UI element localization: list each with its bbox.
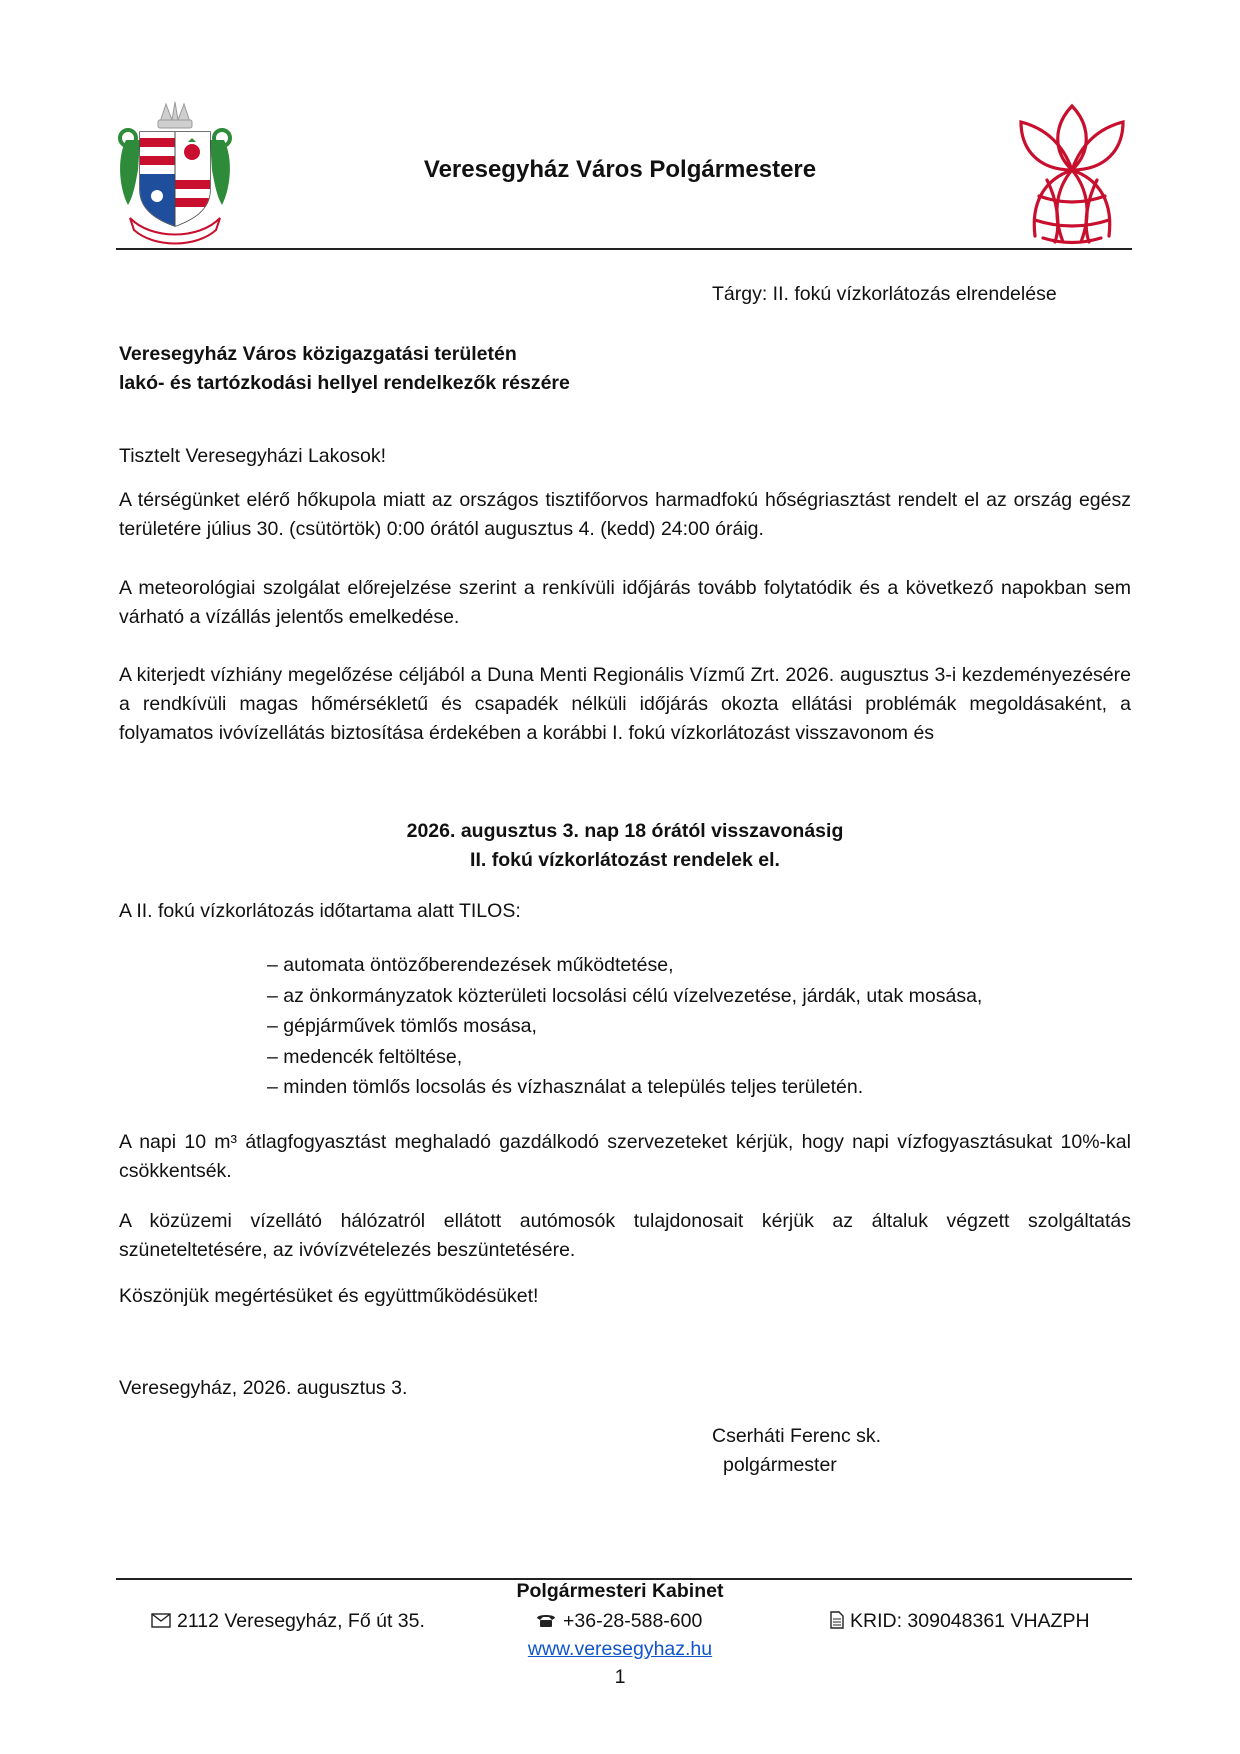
list-item: – gépjárművek tömlős mosása, xyxy=(267,1011,982,1042)
addressee-block xyxy=(119,340,570,398)
paragraph-justification: A kiterjedt vízhiány megelőzése céljából a Duna Menti Regionális Vízmű Zrt. 2026. augusztus 3-i kezdeményezésére a rendkívüli magas hőmérsékletű és csapadék nélküli időjárás okozta ellátási problémák megoldásaként, a folyamatos ivóvízellátás biztosítása érdekében a korábbi I. fokú vízkorlátozást visszavonom és xyxy=(119,664,1131,744)
document-icon xyxy=(830,1610,844,1633)
envelope-icon xyxy=(151,1610,171,1633)
address-text: 2112 Veresegyház, Fő út 35. xyxy=(177,1610,425,1632)
website-link[interactable]: www.veresegyhaz.hu xyxy=(527,1638,713,1660)
decree-line-1: 2026. augusztus 3. nap 18 órától visszavonásig xyxy=(406,820,844,842)
list-item: – minden tömlős locsolás és vízhasználat a település teljes területén. xyxy=(267,1072,982,1103)
list-item: – medencék feltöltése, xyxy=(267,1042,982,1073)
phone-icon xyxy=(535,1610,557,1633)
paragraph-heatwave: A térségünket elérő hőkupola miatt az országos tisztifőorvos harmadfokú hőségriasztást rendelt el az ország egész területére július 30. (csütörtök) 0:00 órától augusztus 4. (kedd) 24:00 óráig. xyxy=(119,489,1131,540)
phone-text: +36-28-588-600 xyxy=(563,1610,703,1632)
header-divider xyxy=(116,248,1132,250)
addressee-line-1: Veresegyház Város közigazgatási területén xyxy=(119,343,517,365)
prohibition-list xyxy=(267,950,982,1103)
signatory-name: Cserháti Ferenc sk. xyxy=(712,1425,882,1447)
list-item: – az önkormányzatok közterületi locsolási célú vízelvezetése, járdák, utak mosása, xyxy=(267,981,982,1012)
footer-phone xyxy=(535,1610,702,1633)
paragraph-car-washes: A közüzemi vízellátó hálózatról ellátott autómosók tulajdonosait kérjük az általuk végzett szolgáltatás szüneteltetésére, az ivóvízvételezés beszüntetésére. xyxy=(119,1210,1131,1261)
footer-office: Polgármesteri Kabinet xyxy=(516,1580,724,1602)
document-header-title: Veresegyház Város Polgármestere xyxy=(423,156,817,183)
addressee-line-2: lakó- és tartózkodási hellyel rendelkezők részére xyxy=(119,372,570,394)
footer-address xyxy=(151,1610,425,1633)
subject-line: Tárgy: II. fokú vízkorlátozás elrendelése xyxy=(712,283,1057,305)
decree-block xyxy=(119,817,1131,875)
paragraph-forecast: A meteorológiai szolgálat előrejelzése szerint a renkívüli időjárás tovább folytatódik és a következő napokban sem várható a vízállás jelentős emelkedése. xyxy=(119,577,1131,628)
signatory-title: polgármester xyxy=(723,1454,837,1476)
thanks-line: Köszönjük megértésüket és együttműködésüket! xyxy=(119,1285,539,1307)
city-brand-logo xyxy=(1013,100,1131,248)
coat-of-arms-logo xyxy=(116,100,234,248)
decree-line-2: II. fokú vízkorlátozást rendelek el. xyxy=(470,849,780,871)
salutation: Tisztelt Veresegyházi Lakosok! xyxy=(119,445,386,467)
list-item: – automata öntözőberendezések működtetése, xyxy=(267,950,982,981)
paragraph-businesses: A napi 10 m³ átlagfogyasztást meghaladó gazdálkodó szervezeteket kérjük, hogy napi vízfogyasztásukat 10%-kal csökkentsék. xyxy=(119,1131,1131,1182)
krid-text: KRID: 309048361 VHAZPH xyxy=(850,1610,1090,1632)
page-number: 1 xyxy=(614,1666,626,1688)
footer-krid xyxy=(830,1610,1090,1633)
place-date: Veresegyház, 2026. augusztus 3. xyxy=(119,1377,408,1399)
prohibition-intro: A II. fokú vízkorlátozás időtartama alatt TILOS: xyxy=(119,900,521,922)
